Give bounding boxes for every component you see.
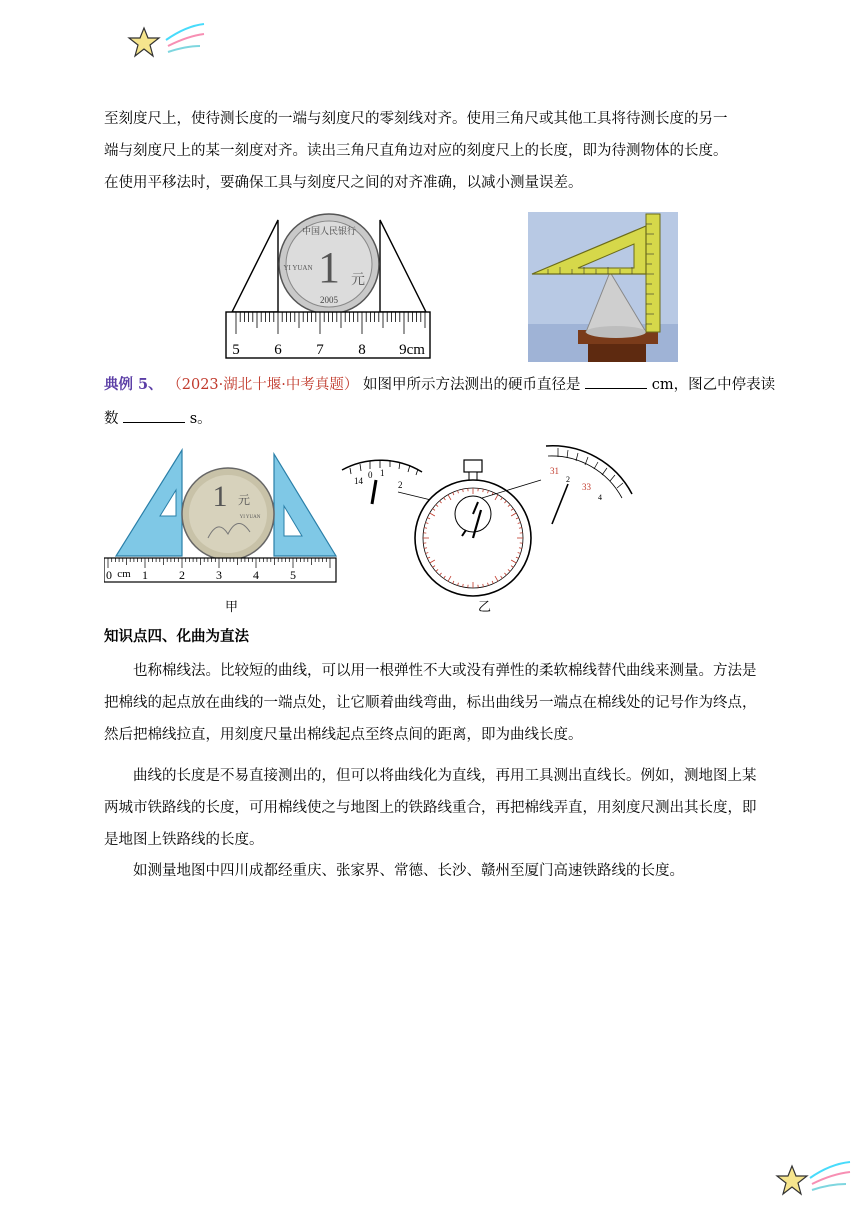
coin-pinyin: YI YUAN <box>283 264 313 272</box>
coin-unit: 元 <box>351 273 365 288</box>
ruler-label: 9cm <box>399 342 425 358</box>
figure-caption-yi: 乙 <box>478 600 492 615</box>
example-unit-cm: cm，图乙中停表读 <box>651 377 776 393</box>
left-dial-label: 2 <box>398 480 403 490</box>
intro-line-2: 端与刻度尺上的某一刻度对齐。读出三角尺直角边对应的刻度尺上的长度，即为待测物体的长度。 <box>104 143 728 159</box>
right-dial-label: 4 <box>598 493 602 502</box>
ruler-label: 8 <box>358 342 366 358</box>
coin-unit: 元 <box>237 493 251 507</box>
intro-line-3: 在使用平移法时，要确保工具与刻度尺之间的对齐准确，以减小测量误差。 <box>104 175 583 191</box>
left-triangle <box>232 220 278 312</box>
figure-yi-stopwatch <box>336 438 636 598</box>
ruler-label: 6 <box>274 342 282 358</box>
star-shooting-icon <box>126 18 206 66</box>
left-dial-label: 14 <box>354 476 363 486</box>
example-text-b: 数 <box>104 411 119 427</box>
figure-cone-photo <box>528 212 678 362</box>
intro-paragraph <box>104 108 764 195</box>
example-unit-s: s。 <box>189 411 212 427</box>
ruler-label: 3 <box>216 568 222 582</box>
ruler-label: 2 <box>179 568 185 582</box>
example-source: （2023·湖北十堰·中考真题） <box>167 377 359 393</box>
example-question-line-1 <box>104 373 775 394</box>
example-label: 典例 5、 <box>104 376 163 393</box>
coin-denomination: 1 <box>318 243 340 292</box>
left-dial-label: 1 <box>380 468 385 478</box>
coin-year: 2005 <box>320 295 338 305</box>
body-paragraph-2: 曲线的长度是不易直接测出的，但可以将曲线化为直线，再用工具测出直线长。例如，测地图上某两城市铁路线的长度，可用棉线使之与地图上的铁路线重合，再把棉线弄直，用刻度尺测出其长度，即是地图上铁路线的长度。 <box>104 768 757 848</box>
right-dial-label: 33 <box>582 482 591 492</box>
ruler-label: 0 <box>106 568 112 582</box>
answer-blank-cm[interactable] <box>585 374 647 389</box>
ruler-label: 4 <box>253 568 259 582</box>
figure-jia <box>104 446 340 592</box>
ruler-label: 7 <box>316 342 324 358</box>
answer-blank-s[interactable] <box>123 408 185 423</box>
coin-pinyin: YI YUAN <box>239 515 261 520</box>
intro-line-1: 至刻度尺上，使待测长度的一端与刻度尺的零刻线对齐。使用三角尺或其他工具将待测长度的另一 <box>104 111 728 127</box>
example-text-a: 如图甲所示方法测出的硬币直径是 <box>362 377 581 393</box>
coin-denomination: 1 <box>212 480 228 513</box>
ruler-label: 1 <box>142 568 148 582</box>
left-dial-label: 0 <box>368 470 373 480</box>
ruler-label: 5 <box>290 568 296 582</box>
right-set-square <box>274 454 336 556</box>
section-title: 知识点四、化曲为直法 <box>104 628 249 645</box>
star-shooting-icon <box>774 1156 854 1204</box>
minute-hand-magnified <box>372 480 376 504</box>
figure-coin-ruler <box>218 212 434 362</box>
ruler-unit: cm <box>117 568 131 580</box>
ruler-label: 5 <box>232 342 240 358</box>
figure-caption-jia: 甲 <box>225 600 239 615</box>
example-question-line-2 <box>104 407 212 428</box>
body-paragraph-1: 也称棉线法。比较短的曲线，可以用一根弹性不大或没有弹性的柔软棉线替代曲线来测量。方法是把棉线的起点放在曲线的一端点处，让它顺着曲线弯曲，标出曲线另一端点在棉线处的记号作为终点，然后把棉线拉直，用刻度尺量出棉线起点至终点间的距离，即为曲线长度。 <box>104 663 757 743</box>
right-dial-label: 2 <box>566 475 570 484</box>
second-hand-magnified <box>552 484 568 524</box>
right-dial-label: 31 <box>550 466 559 476</box>
right-triangle <box>380 220 426 312</box>
crown-button <box>464 460 482 472</box>
coin-top-text: 中国人民银行 <box>301 226 357 236</box>
body-paragraph-3: 如测量地图中四川成都经重庆、张家界、常德、长沙、赣州至厦门高速铁路线的长度。 <box>133 863 684 879</box>
